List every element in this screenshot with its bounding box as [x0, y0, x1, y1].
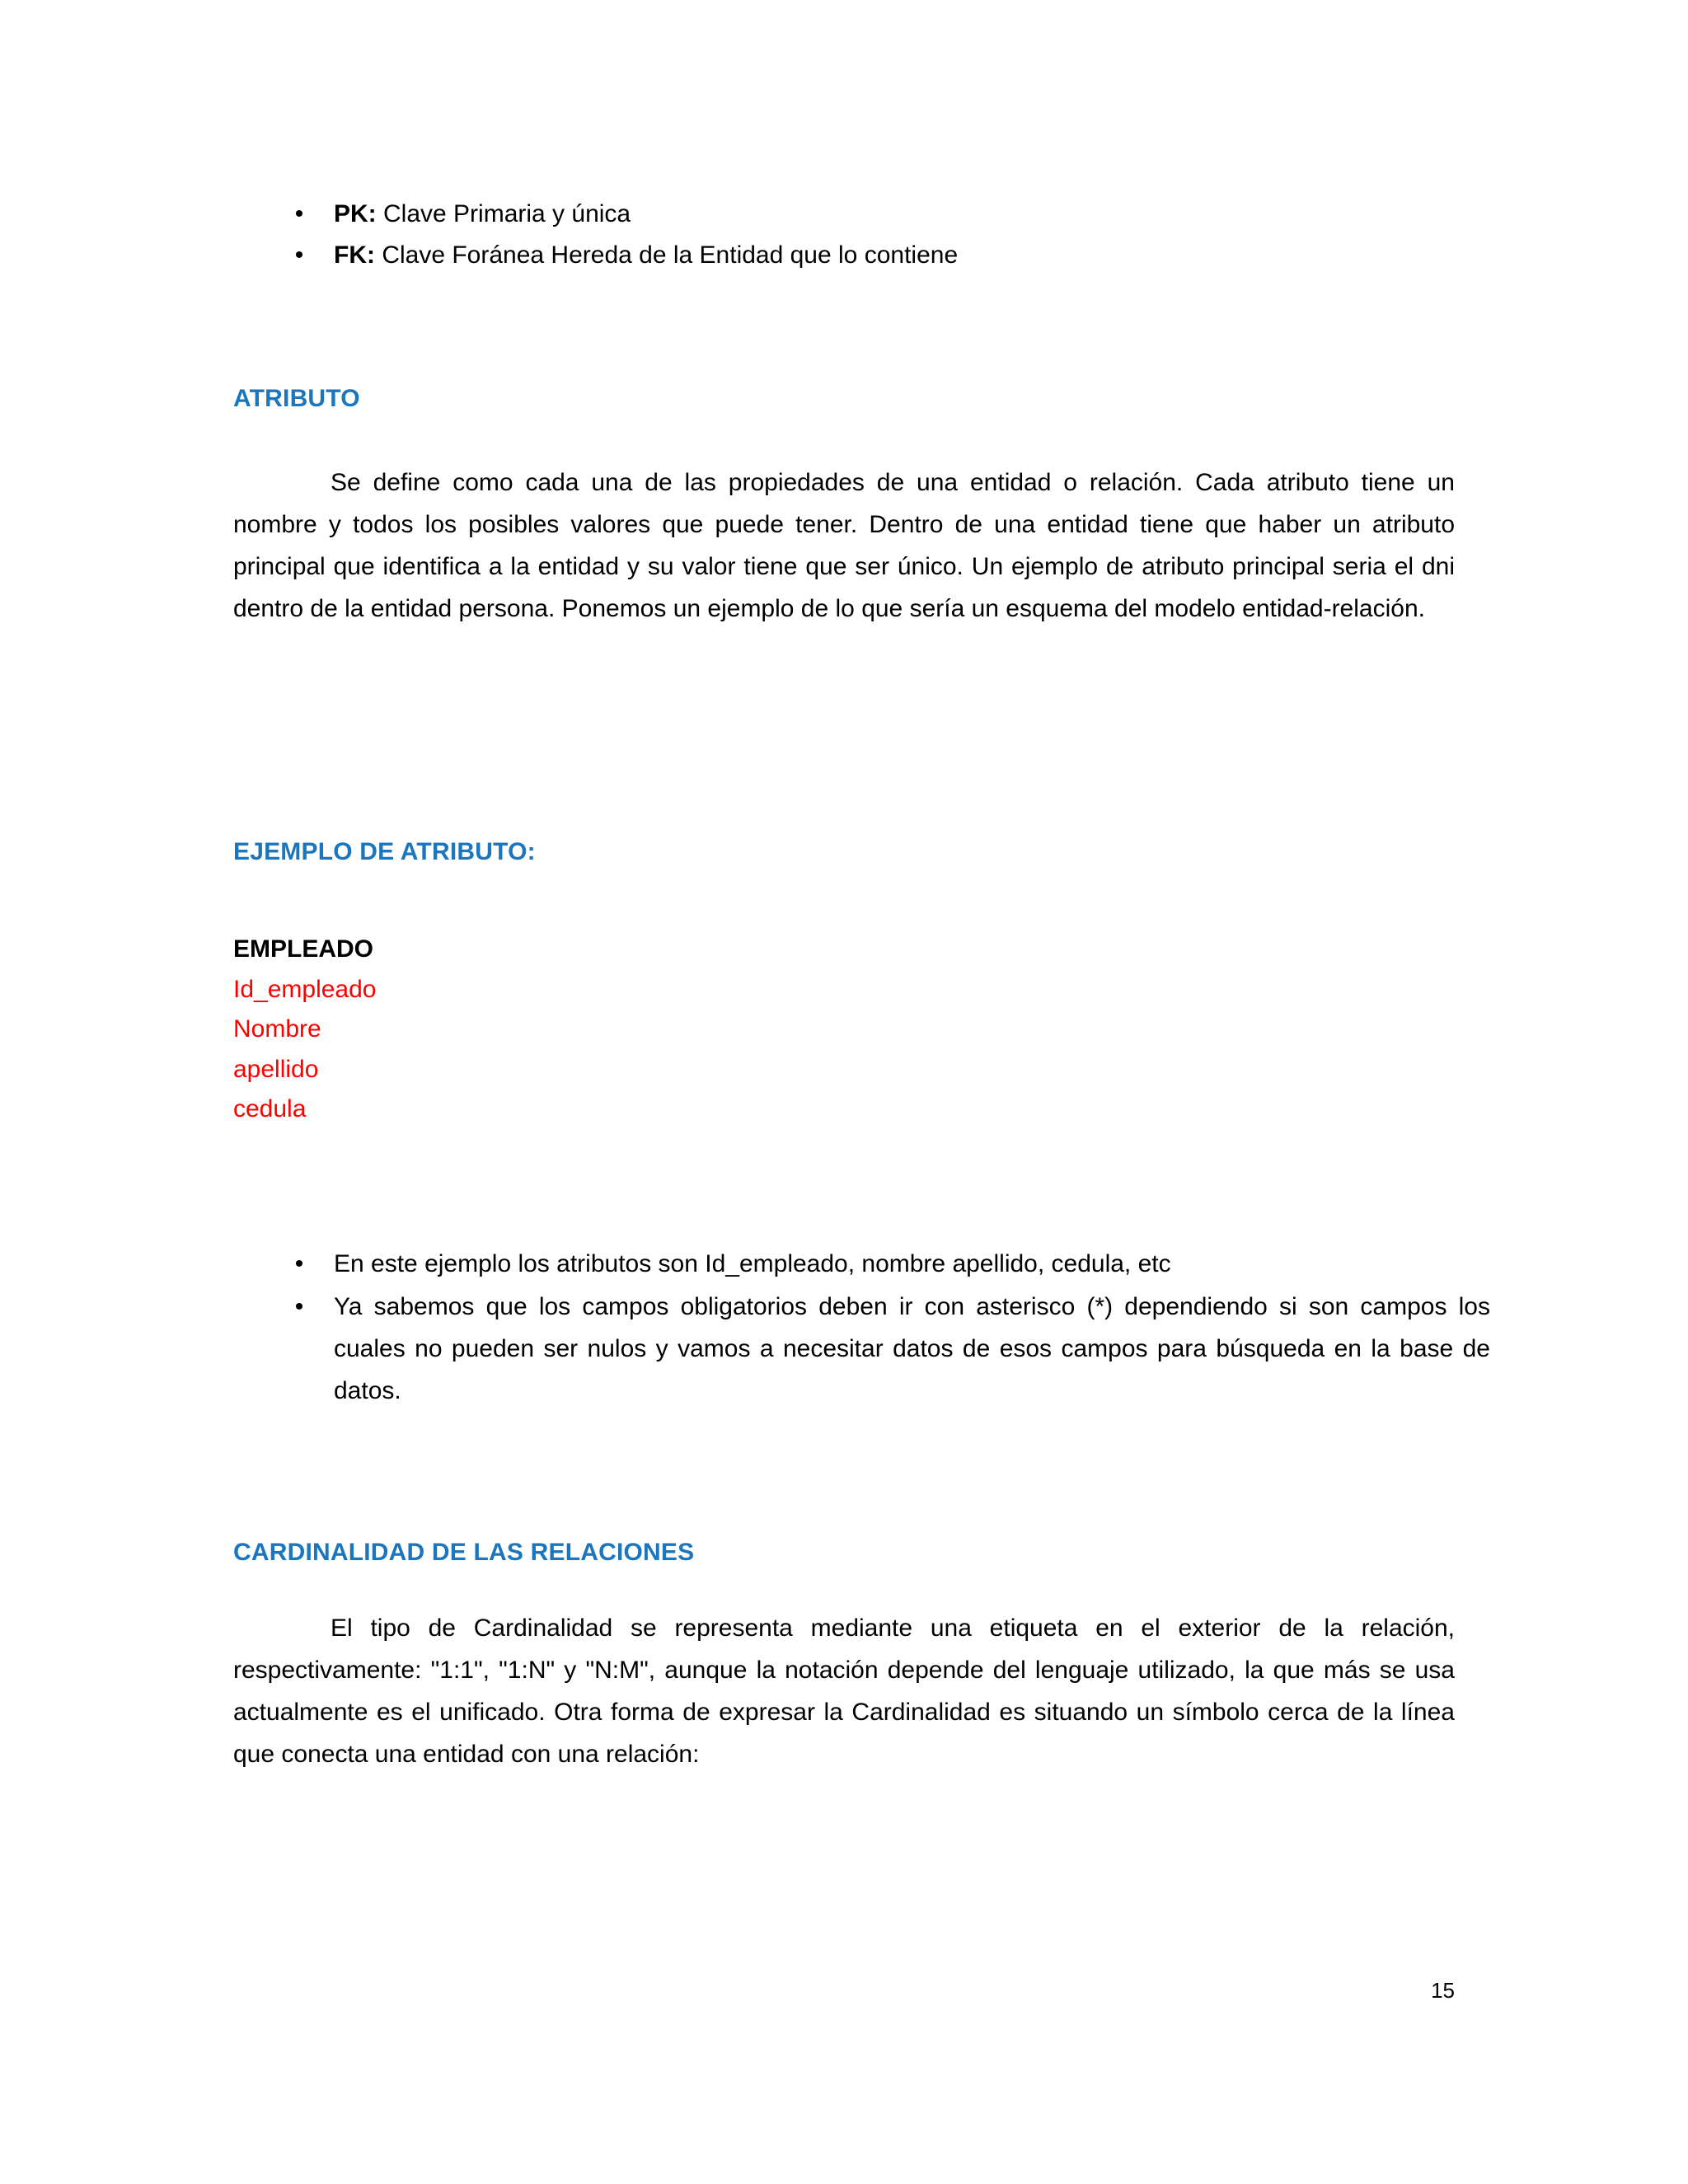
bullet-icon: •: [294, 1292, 304, 1320]
note-text: En este ejemplo los atributos son Id_empleado, nombre apellido, cedula, etc: [334, 1250, 1171, 1277]
section-heading-cardinalidad: CARDINALIDAD DE LAS RELACIONES: [233, 1539, 695, 1566]
entity-example-block: [233, 930, 376, 1130]
list-item: [233, 1247, 1490, 1282]
key-desc-fk: Clave Foránea Hereda de la Entidad que lo contiene: [374, 241, 959, 269]
key-term-pk: PK:: [334, 200, 377, 227]
section-heading-ejemplo-atributo: EJEMPLO DE ATRIBUTO:: [233, 838, 536, 865]
bullet-icon: •: [294, 1250, 304, 1277]
entity-attribute: apellido: [233, 1055, 319, 1083]
entity-attribute: Nombre: [233, 1015, 321, 1043]
section-paragraph-cardinalidad: El tipo de Cardinalidad se representa mediante una etiqueta en el exterior de la relación, respectivamente: "1:1", "1:N" y "N:M", aunque la notación depende del lenguaje utilizado, la que más se usa actualmente es el unificado. Otra forma de expresar la Cardinalidad es situando un símbolo cerca de la línea que conecta una entidad con una relación:: [233, 1615, 1455, 1768]
bullet-icon: •: [294, 200, 304, 227]
list-item: [233, 1286, 1490, 1412]
list-item: [233, 196, 1455, 232]
list-item: [233, 237, 1455, 274]
notes-list: [233, 1247, 1490, 1415]
key-term-fk: FK:: [334, 241, 375, 269]
entity-name: EMPLEADO: [233, 935, 374, 963]
entity-attribute: cedula: [233, 1095, 307, 1123]
section-paragraph-atributo: Se define como cada una de las propiedades de una entidad o relación. Cada atributo tiene un nombre y todos los posibles valores que puede tener. Dentro de una entidad tiene que haber un atributo principal que identifica a la entidad y su valor tiene que ser único. Un ejemplo de atributo principal seria el dni dentro de la entidad persona. Ponemos un ejemplo de lo que sería un esquema del modelo entidad-relación.: [233, 469, 1455, 622]
note-text: Ya sabemos que los campos obligatorios deben ir con asterisco (*) dependiendo si son campos los cuales no pueden ser nulos y vamos a necesitar datos de esos campos para búsqueda en la base de datos.: [334, 1292, 1490, 1404]
key-definitions-list: [233, 196, 1455, 279]
page-number: 15: [1431, 1978, 1455, 2003]
entity-attribute: Id_empleado: [233, 975, 377, 1003]
section-heading-atributo: ATRIBUTO: [233, 385, 360, 412]
key-desc-pk: Clave Primaria y única: [376, 200, 631, 227]
bullet-icon: •: [294, 241, 304, 269]
